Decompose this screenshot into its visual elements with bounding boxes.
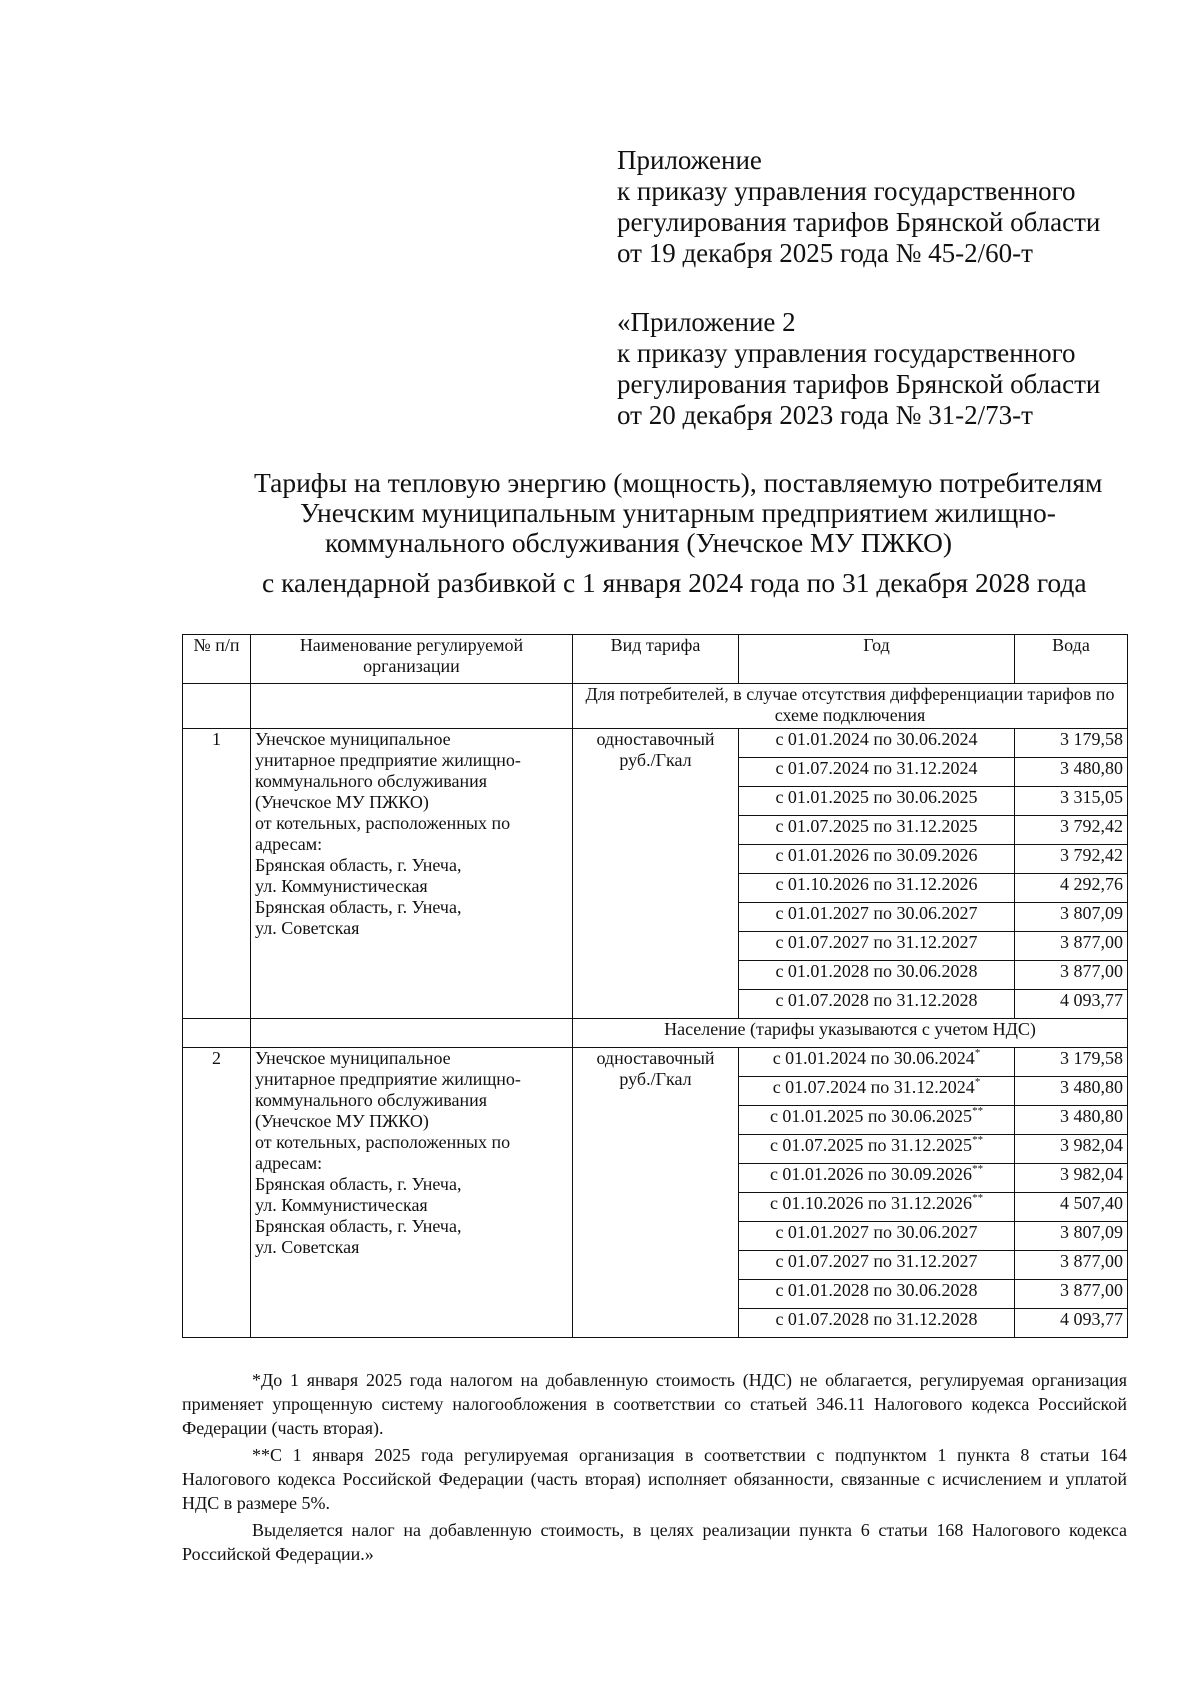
period-cell	[739, 874, 1015, 903]
footnote-mark: **	[972, 1192, 984, 1204]
appendix-original-line-4: от 20 декабря 2023 года № 31-2/73-т	[617, 400, 1033, 430]
empty-cell	[183, 1019, 251, 1048]
table-row	[183, 1048, 1128, 1077]
table-row	[183, 729, 1128, 758]
period-cell	[739, 758, 1015, 787]
footnote-mark: **	[972, 1105, 984, 1117]
water-tariff-value: 3 807,09	[1015, 903, 1128, 932]
period-cell	[739, 1164, 1015, 1193]
period-text: с 01.07.2028 по 31.12.2028	[775, 990, 978, 1010]
period-text: с 01.01.2028 по 30.06.2028	[775, 1280, 978, 1300]
water-tariff-value: 3 480,80	[1015, 1077, 1128, 1106]
header-kind: Вид тарифа	[573, 635, 739, 684]
period-cell	[739, 729, 1015, 758]
organization-line: унитарное предприятие жилищно-	[255, 750, 521, 770]
period-cell	[739, 1106, 1015, 1135]
table-header-row	[183, 635, 1128, 684]
empty-cell	[183, 684, 251, 729]
tariff-kind-name: одноставочный	[596, 1048, 715, 1068]
period-cell	[739, 932, 1015, 961]
period-text: с 01.07.2025 по 31.12.2025	[775, 816, 978, 836]
row-number: 1	[183, 729, 251, 1019]
water-tariff-value: 3 179,58	[1015, 1048, 1128, 1077]
appendix-current-line-4: от 19 декабря 2025 года № 45-2/60-т	[617, 238, 1033, 268]
title-line-1: Тарифы на тепловую энергию (мощность), поставляемую потребителям	[254, 467, 1103, 498]
period-text: с 01.07.2027 по 31.12.2027	[775, 1251, 978, 1271]
water-tariff-value: 3 877,00	[1015, 1280, 1128, 1309]
appendix-current-line-1: Приложение	[617, 145, 762, 175]
water-tariff-value: 3 877,00	[1015, 1251, 1128, 1280]
organization-line: ул. Советская	[255, 918, 360, 938]
period-cell	[739, 1280, 1015, 1309]
period-cell	[739, 903, 1015, 932]
period-text: с 01.01.2024 по 30.06.2024	[772, 1048, 975, 1068]
title-line-4: с календарной разбивкой с 1 января 2024 года по 31 декабря 2028 года	[262, 567, 1087, 598]
water-tariff-value: 3 792,42	[1015, 845, 1128, 874]
organization-line: адресам:	[255, 1153, 323, 1173]
appendix-current-line-3: регулирования тарифов Брянской области	[617, 207, 1101, 237]
water-tariff-value: 3 480,80	[1015, 1106, 1128, 1135]
header-org: Наименование регулируемой организации	[251, 635, 573, 684]
period-text: с 01.07.2025 по 31.12.2025	[769, 1135, 973, 1155]
footnote-3: Выделяется налог на добавленную стоимость, в целях реализации пункта 6 статьи 168 Налогового кодекса Российской Федерации.»	[182, 1520, 1127, 1564]
organization-line: Унечское муниципальное	[255, 1048, 451, 1068]
tariff-kind-name: одноставочный	[596, 729, 715, 749]
organization-line: Брянская область, г. Унеча,	[255, 1174, 462, 1194]
empty-cell	[251, 684, 573, 729]
row-number: 2	[183, 1048, 251, 1338]
organization-line: (Унечское МУ ПЖКО)	[255, 792, 429, 812]
tariff-unit: руб./Гкал	[619, 750, 692, 770]
period-text: с 01.01.2028 по 30.06.2028	[775, 961, 978, 981]
period-cell	[739, 845, 1015, 874]
footnote-mark: *	[974, 1047, 981, 1059]
period-text: с 01.07.2028 по 31.12.2028	[775, 1309, 978, 1329]
appendix-original-line-1: «Приложение 2	[617, 307, 796, 337]
footnote-mark: **	[972, 1163, 984, 1175]
period-cell	[739, 1193, 1015, 1222]
organization-line: ул. Советская	[255, 1237, 360, 1257]
period-text: с 01.01.2027 по 30.06.2027	[775, 903, 978, 923]
period-cell	[739, 1251, 1015, 1280]
period-cell	[739, 787, 1015, 816]
period-text: с 01.01.2027 по 30.06.2027	[775, 1222, 978, 1242]
section-heading: Население (тарифы указываются с учетом НДС)	[573, 1019, 1128, 1048]
period-cell	[739, 961, 1015, 990]
period-text: с 01.07.2024 по 31.12.2024	[772, 1077, 975, 1097]
header-water: Вода	[1015, 635, 1128, 684]
tariff-table	[182, 634, 1128, 1338]
empty-cell	[251, 1019, 573, 1048]
period-cell	[739, 1222, 1015, 1251]
organization-line: Унечское муниципальное	[255, 729, 451, 749]
period-text: с 01.01.2026 по 30.09.2026	[769, 1164, 973, 1184]
appendix-current-header	[617, 145, 1177, 269]
footnote-2: **С 1 января 2025 года регулируемая организация в соответствии с подпунктом 1 пункта 8 статьи 164 Налогового кодекса Российской Федерации (часть вторая) исполняет обязанности, связанные с исчислением и уплатой НДС в размере 5%.	[182, 1445, 1127, 1513]
water-tariff-value: 3 877,00	[1015, 961, 1128, 990]
period-text: с 01.01.2025 по 30.06.2025	[769, 1106, 973, 1126]
water-tariff-value: 4 292,76	[1015, 874, 1128, 903]
organization-line: от котельных, расположенных по	[255, 813, 511, 833]
period-text: с 01.07.2027 по 31.12.2027	[775, 932, 978, 952]
section-heading-row	[183, 684, 1128, 729]
organization-line: ул. Коммунистическая	[255, 1195, 428, 1215]
title-line-2: Унечским муниципальным унитарным предприятием жилищно-	[300, 497, 1056, 528]
period-cell	[739, 1135, 1015, 1164]
organization-line: ул. Коммунистическая	[255, 876, 428, 896]
period-text: с 01.07.2024 по 31.12.2024	[775, 758, 978, 778]
organization-line: от котельных, расположенных по	[255, 1132, 511, 1152]
period-cell	[739, 1048, 1015, 1077]
header-year: Год	[739, 635, 1015, 684]
title-line-3: коммунального обслуживания (Унечское МУ ПЖКО)	[325, 527, 953, 558]
footnote-1: *До 1 января 2025 года налогом на добавленную стоимость (НДС) не облагается, регулируемая организация применяет упрощенную систему налогообложения в соответствии со статьей 346.11 Налогового кодекса Российской Федерации (часть вторая).	[182, 1370, 1127, 1438]
water-tariff-value: 3 480,80	[1015, 758, 1128, 787]
period-cell	[739, 816, 1015, 845]
organization-line: Брянская область, г. Унеча,	[255, 1216, 462, 1236]
tariff-kind	[573, 729, 739, 1019]
period-text: с 01.01.2025 по 30.06.2025	[775, 787, 978, 807]
appendix-original-header	[617, 307, 1177, 431]
tariff-kind	[573, 1048, 739, 1338]
period-text: с 01.01.2024 по 30.06.2024	[775, 729, 978, 749]
organization-line: коммунального обслуживания	[255, 771, 488, 791]
tariff-unit: руб./Гкал	[619, 1069, 692, 1089]
period-cell	[739, 1077, 1015, 1106]
period-cell	[739, 990, 1015, 1019]
organization-line: адресам:	[255, 834, 323, 854]
water-tariff-value: 3 315,05	[1015, 787, 1128, 816]
period-cell	[739, 1309, 1015, 1338]
organization-line: (Унечское МУ ПЖКО)	[255, 1111, 429, 1131]
period-text: с 01.10.2026 по 31.12.2026	[775, 874, 978, 894]
appendix-current-line-2: к приказу управления государственного	[617, 176, 1076, 206]
organization-name	[251, 1048, 573, 1338]
water-tariff-value: 3 807,09	[1015, 1222, 1128, 1251]
water-tariff-value: 3 792,42	[1015, 816, 1128, 845]
water-tariff-value: 3 982,04	[1015, 1135, 1128, 1164]
organization-line: Брянская область, г. Унеча,	[255, 897, 462, 917]
section-heading-row	[183, 1019, 1128, 1048]
water-tariff-value: 3 179,58	[1015, 729, 1128, 758]
footnote-mark: **	[972, 1134, 984, 1146]
period-text: с 01.10.2026 по 31.12.2026	[769, 1193, 973, 1213]
footnotes	[182, 1368, 1127, 1566]
organization-line: коммунального обслуживания	[255, 1090, 488, 1110]
organization-line: унитарное предприятие жилищно-	[255, 1069, 521, 1089]
water-tariff-value: 4 093,77	[1015, 990, 1128, 1019]
water-tariff-value: 3 982,04	[1015, 1164, 1128, 1193]
period-text: с 01.01.2026 по 30.09.2026	[775, 845, 978, 865]
appendix-original-line-3: регулирования тарифов Брянской области	[617, 369, 1101, 399]
appendix-original-line-2: к приказу управления государственного	[617, 338, 1076, 368]
header-num: № п/п	[183, 635, 251, 684]
section-heading: Для потребителей, в случае отсутствия дифференциации тарифов по схеме подключения	[573, 684, 1128, 729]
organization-line: Брянская область, г. Унеча,	[255, 855, 462, 875]
footnote-mark: *	[974, 1076, 981, 1088]
water-tariff-value: 4 093,77	[1015, 1309, 1128, 1338]
water-tariff-value: 4 507,40	[1015, 1193, 1128, 1222]
water-tariff-value: 3 877,00	[1015, 932, 1128, 961]
organization-name	[251, 729, 573, 1019]
